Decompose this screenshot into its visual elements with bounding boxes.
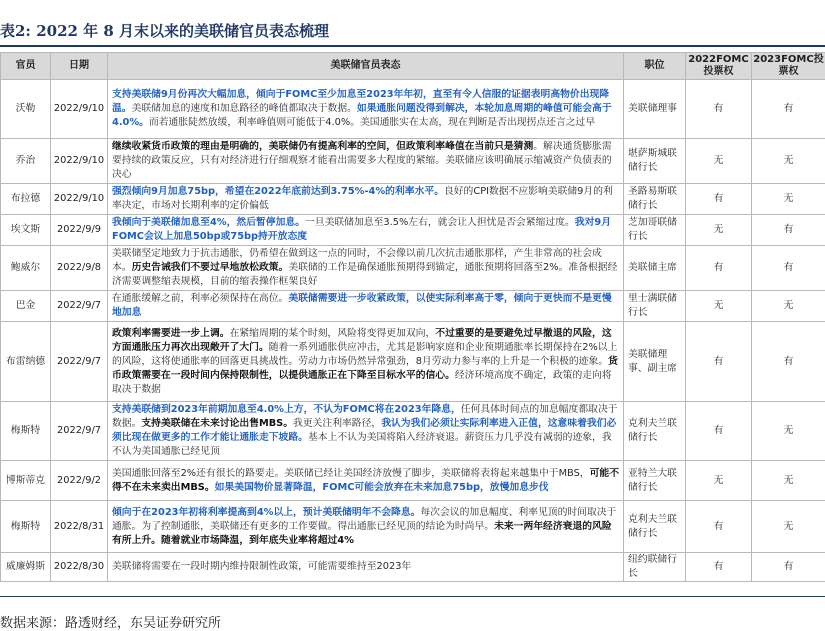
statement-segment: 美联储将需要在一段时期内维持限制性政策，可能需要维持至2023年 [112, 561, 412, 572]
official-position: 堪萨斯城联储行长 [624, 139, 686, 184]
statement-date: 2022/9/7 [51, 402, 108, 461]
statement-text [108, 80, 624, 139]
official-position: 克利夫兰联储行长 [624, 501, 686, 553]
statement-text [108, 246, 624, 291]
statement-segment: 美联储坚定地致力于抗击通胀，仍希望在做到这一点的同时，不会像以前几次抗击通胀那样，产生非常高的社会成本。 [112, 248, 602, 273]
statement-segment: 政策利率需要进一步上调。 [112, 327, 230, 339]
table-row [1, 402, 825, 461]
vote-2023: 无 [752, 501, 825, 553]
official-name: 梅斯特 [1, 501, 51, 553]
statement-date: 2022/9/10 [51, 184, 108, 215]
official-position: 芝加哥联储行长 [624, 215, 686, 246]
vote-2023: 有 [752, 553, 825, 582]
statement-segment: 我认为我们必须让实际利率进入正值，这意味着我们必须比现在做更多的工作才能让通胀走下坡路。 [112, 418, 617, 443]
statement-segment: 经济环境高度不确定，政策的走向将取决于数据 [112, 369, 612, 395]
statement-text [108, 322, 624, 402]
table-row [1, 246, 825, 291]
table-body [1, 80, 825, 582]
table-row [1, 501, 825, 553]
official-position: 纽约联储行长 [624, 553, 686, 582]
statement-date: 2022/9/2 [51, 461, 108, 501]
statement-segment: 支持美联储到2023年前期加息至4.0%上方，不认为FOMC将在2023年降息， [112, 404, 461, 415]
statement-segment: 我倾向于美联储加息至4%，然后暂停加息。 [112, 217, 305, 228]
vote-2022: 有 [686, 402, 752, 461]
statement-date: 2022/8/31 [51, 501, 108, 553]
vote-2023: 无 [752, 291, 825, 322]
statement-segment: 倾向于在2023年初将利率提高到4%以上，预计美联储明年不会降息。 [112, 506, 421, 518]
statement-segment: 强烈倾向9月加息75bp，希望在2022年底前达到3.75%-4%的利率水平。 [112, 186, 444, 197]
official-name: 布拉德 [1, 184, 51, 215]
official-position: 亚特兰大联储行长 [624, 461, 686, 501]
statement-segment: 如果美国物价显著降温，FOMC可能会放弃在未来加息75bp，放慢加息步伐 [214, 481, 549, 493]
statement-text [108, 501, 624, 553]
statement-text [108, 461, 624, 501]
statement-segment: 美联储需要进一步收紧政策，以使实际利率高于零，倾向于更快而不是更慢地加息 [112, 293, 612, 318]
statement-text [108, 215, 624, 246]
vote-2022: 无 [686, 291, 752, 322]
official-name: 鲍威尔 [1, 246, 51, 291]
official-name: 巴金 [1, 291, 51, 322]
statement-segment: 基本上不认为美国将陷入经济衰退。薪资压力几乎没有减弱的迹象，我不认为美国通胀已经见顶 [112, 432, 612, 457]
statement-segment: 美联储的工作是确保通胀预期得到锚定，通胀预期将回落至2%。准备根据经济需要调整缩表规模，目前的缩表操作框架良好 [112, 262, 618, 287]
statement-segment: 未来一两年经济衰退的风险有所上升。随着就业市场降温，到年底失业率将超过4% [112, 520, 612, 546]
table-row [1, 553, 825, 582]
statement-segment: 不过重要的是要避免过早撤退的风险，这方面通胀压力再次出现敞开了大门。 [112, 327, 612, 353]
vote-2023: 无 [752, 139, 825, 184]
statement-text [108, 553, 624, 582]
table-header-row [1, 53, 825, 80]
vote-2022: 无 [686, 215, 752, 246]
statement-segment: 可能不得不在未来卖出MBS。 [112, 467, 620, 493]
vote-2022: 有 [686, 246, 752, 291]
table-row [1, 184, 825, 215]
officials-table [0, 52, 825, 582]
vote-2022: 有 [686, 322, 752, 402]
table-row [1, 139, 825, 184]
official-name: 梅斯特 [1, 402, 51, 461]
header-date: 日期 [51, 53, 108, 80]
official-name: 乔治 [1, 139, 51, 184]
vote-2023: 无 [752, 402, 825, 461]
statement-segment: 支持美联储在未来讨论出售MBS。 [141, 418, 294, 429]
vote-2022: 有 [686, 553, 752, 582]
table-row [1, 215, 825, 246]
table-row [1, 291, 825, 322]
statement-segment: 而若通胀陡然放缓，利率峰值则可能低于4.0%。美国通胀实在太高，现在判断是否出现拐点还言之过早 [148, 117, 596, 128]
statement-segment: 支持美联储9月份再次大幅加息，倾向于FOMC至少加息至2023年年初，直至有令人信服的证据表明高物价出现降温。 [112, 89, 610, 114]
official-name: 埃文斯 [1, 215, 51, 246]
statement-date: 2022/9/7 [51, 291, 108, 322]
official-name: 博斯蒂克 [1, 461, 51, 501]
statement-segment: 良好的CPI数据不应影响美联储9月的利率决定，市场对长期利率的定价偏低 [112, 186, 613, 211]
page-title: 表2: 2022 年 8 月末以来的美联储官员表态梳理 [0, 22, 330, 40]
statement-text [108, 139, 624, 184]
statement-text [108, 291, 624, 322]
official-position: 美联储理事、副主席 [624, 322, 686, 402]
statement-segment: 我对9月FOMC会议上加息50bp或75bp持开放态度 [112, 217, 612, 242]
vote-2022: 无 [686, 461, 752, 501]
vote-2023: 无 [752, 461, 825, 501]
official-position: 美联储主席 [624, 246, 686, 291]
statement-text [108, 184, 624, 215]
statement-segment: 继续收紧货币政策的理由是明确的，美联储仍有提高利率的空间，但政策利率峰值在当前只是猜测 [112, 141, 534, 152]
vote-2023: 无 [752, 184, 825, 215]
vote-2022: 无 [686, 139, 752, 184]
statement-date: 2022/9/8 [51, 246, 108, 291]
statement-segment: 随着一系列通胀供应冲击，尤其是影响家庭和企业预期通胀率长期保持在2%以上的风险，这将使通胀率的回落更具挑战性。劳动力市场仍然异常强劲，8月劳动力参与率的上升是一个积极的迹象。 [112, 341, 618, 367]
official-name: 沃勒 [1, 80, 51, 139]
title-divider [0, 45, 825, 47]
bottom-divider [0, 596, 825, 597]
statement-segment: 历史告诫我们不要过早地放松政策。 [131, 262, 289, 273]
statement-segment: 任何具体时间点的加息幅度都取决于数据。 [112, 404, 618, 429]
statement-segment: 在通胀缓解之前，利率必须保持在高位。 [112, 293, 289, 304]
vote-2023: 有 [752, 80, 825, 139]
header-vote-2022: 2022FOMC投票权 [686, 53, 752, 80]
statement-segment: 如果通胀问题没得到解决，本轮加息周期的峰值可能会高于4.0%。 [112, 103, 612, 128]
statement-date: 2022/9/10 [51, 139, 108, 184]
statement-segment: 货币政策需要在一段时间内保持限制性，以提供通胀正在下降至目标水平的信心。 [112, 355, 618, 381]
statement-segment: 每次会议的加息幅度、利率见顶的时间取决于通胀。为了控制通胀，美联储还有更多的工作要做。得出通胀已经见顶的结论为时尚早。 [112, 506, 617, 532]
official-position: 圣路易斯联储行长 [624, 184, 686, 215]
statement-date: 2022/9/9 [51, 215, 108, 246]
statement-segment: 我更关注利率路径， [293, 418, 382, 429]
vote-2023: 有 [752, 215, 825, 246]
vote-2023: 有 [752, 322, 825, 402]
statement-date: 2022/9/10 [51, 80, 108, 139]
statement-text [108, 402, 624, 461]
official-name: 威廉姆斯 [1, 553, 51, 582]
table-row [1, 461, 825, 501]
header-position: 职位 [624, 53, 686, 80]
table-row [1, 322, 825, 402]
statement-segment: 。解决通货膨胀需要持续的政策反应，只有对经济进行仔细观察才能看出需要多大程度的紧缩。美联储应该明确展示缩减资产负债表的决心 [112, 141, 612, 180]
header-official: 官员 [1, 53, 51, 80]
official-name: 布雷纳德 [1, 322, 51, 402]
statement-segment: 在紧缩周期的某个时刻，风险将变得更加双向， [229, 327, 436, 339]
vote-2022: 有 [686, 80, 752, 139]
header-vote-2023: 2023FOMC投票权 [752, 53, 825, 80]
official-position: 美联储理事 [624, 80, 686, 139]
official-position: 克利夫兰联储行长 [624, 402, 686, 461]
vote-2022: 有 [686, 501, 752, 553]
statement-date: 2022/9/7 [51, 322, 108, 402]
source-note: 数据来源：路透财经，东吴证券研究所 [0, 616, 222, 631]
vote-2023: 有 [752, 246, 825, 291]
vote-2022: 有 [686, 184, 752, 215]
statement-segment: 美国通胀回落至2%还有很长的路要走。美联储已经让美国经济放慢了脚步，美联储将表将起来越集中于MBS， [112, 467, 590, 479]
table-row [1, 80, 825, 139]
statement-date: 2022/8/30 [51, 553, 108, 582]
official-position: 里士满联储行长 [624, 291, 686, 322]
statement-segment: 一旦美联储加息至3.5%左右，就会让人担忧是否会紧缩过度。 [304, 217, 575, 228]
header-statement: 美联储官员表态 [108, 53, 624, 80]
statement-segment: 美联储加息的速度和加息路径的峰值都取决于数据。 [131, 103, 357, 114]
